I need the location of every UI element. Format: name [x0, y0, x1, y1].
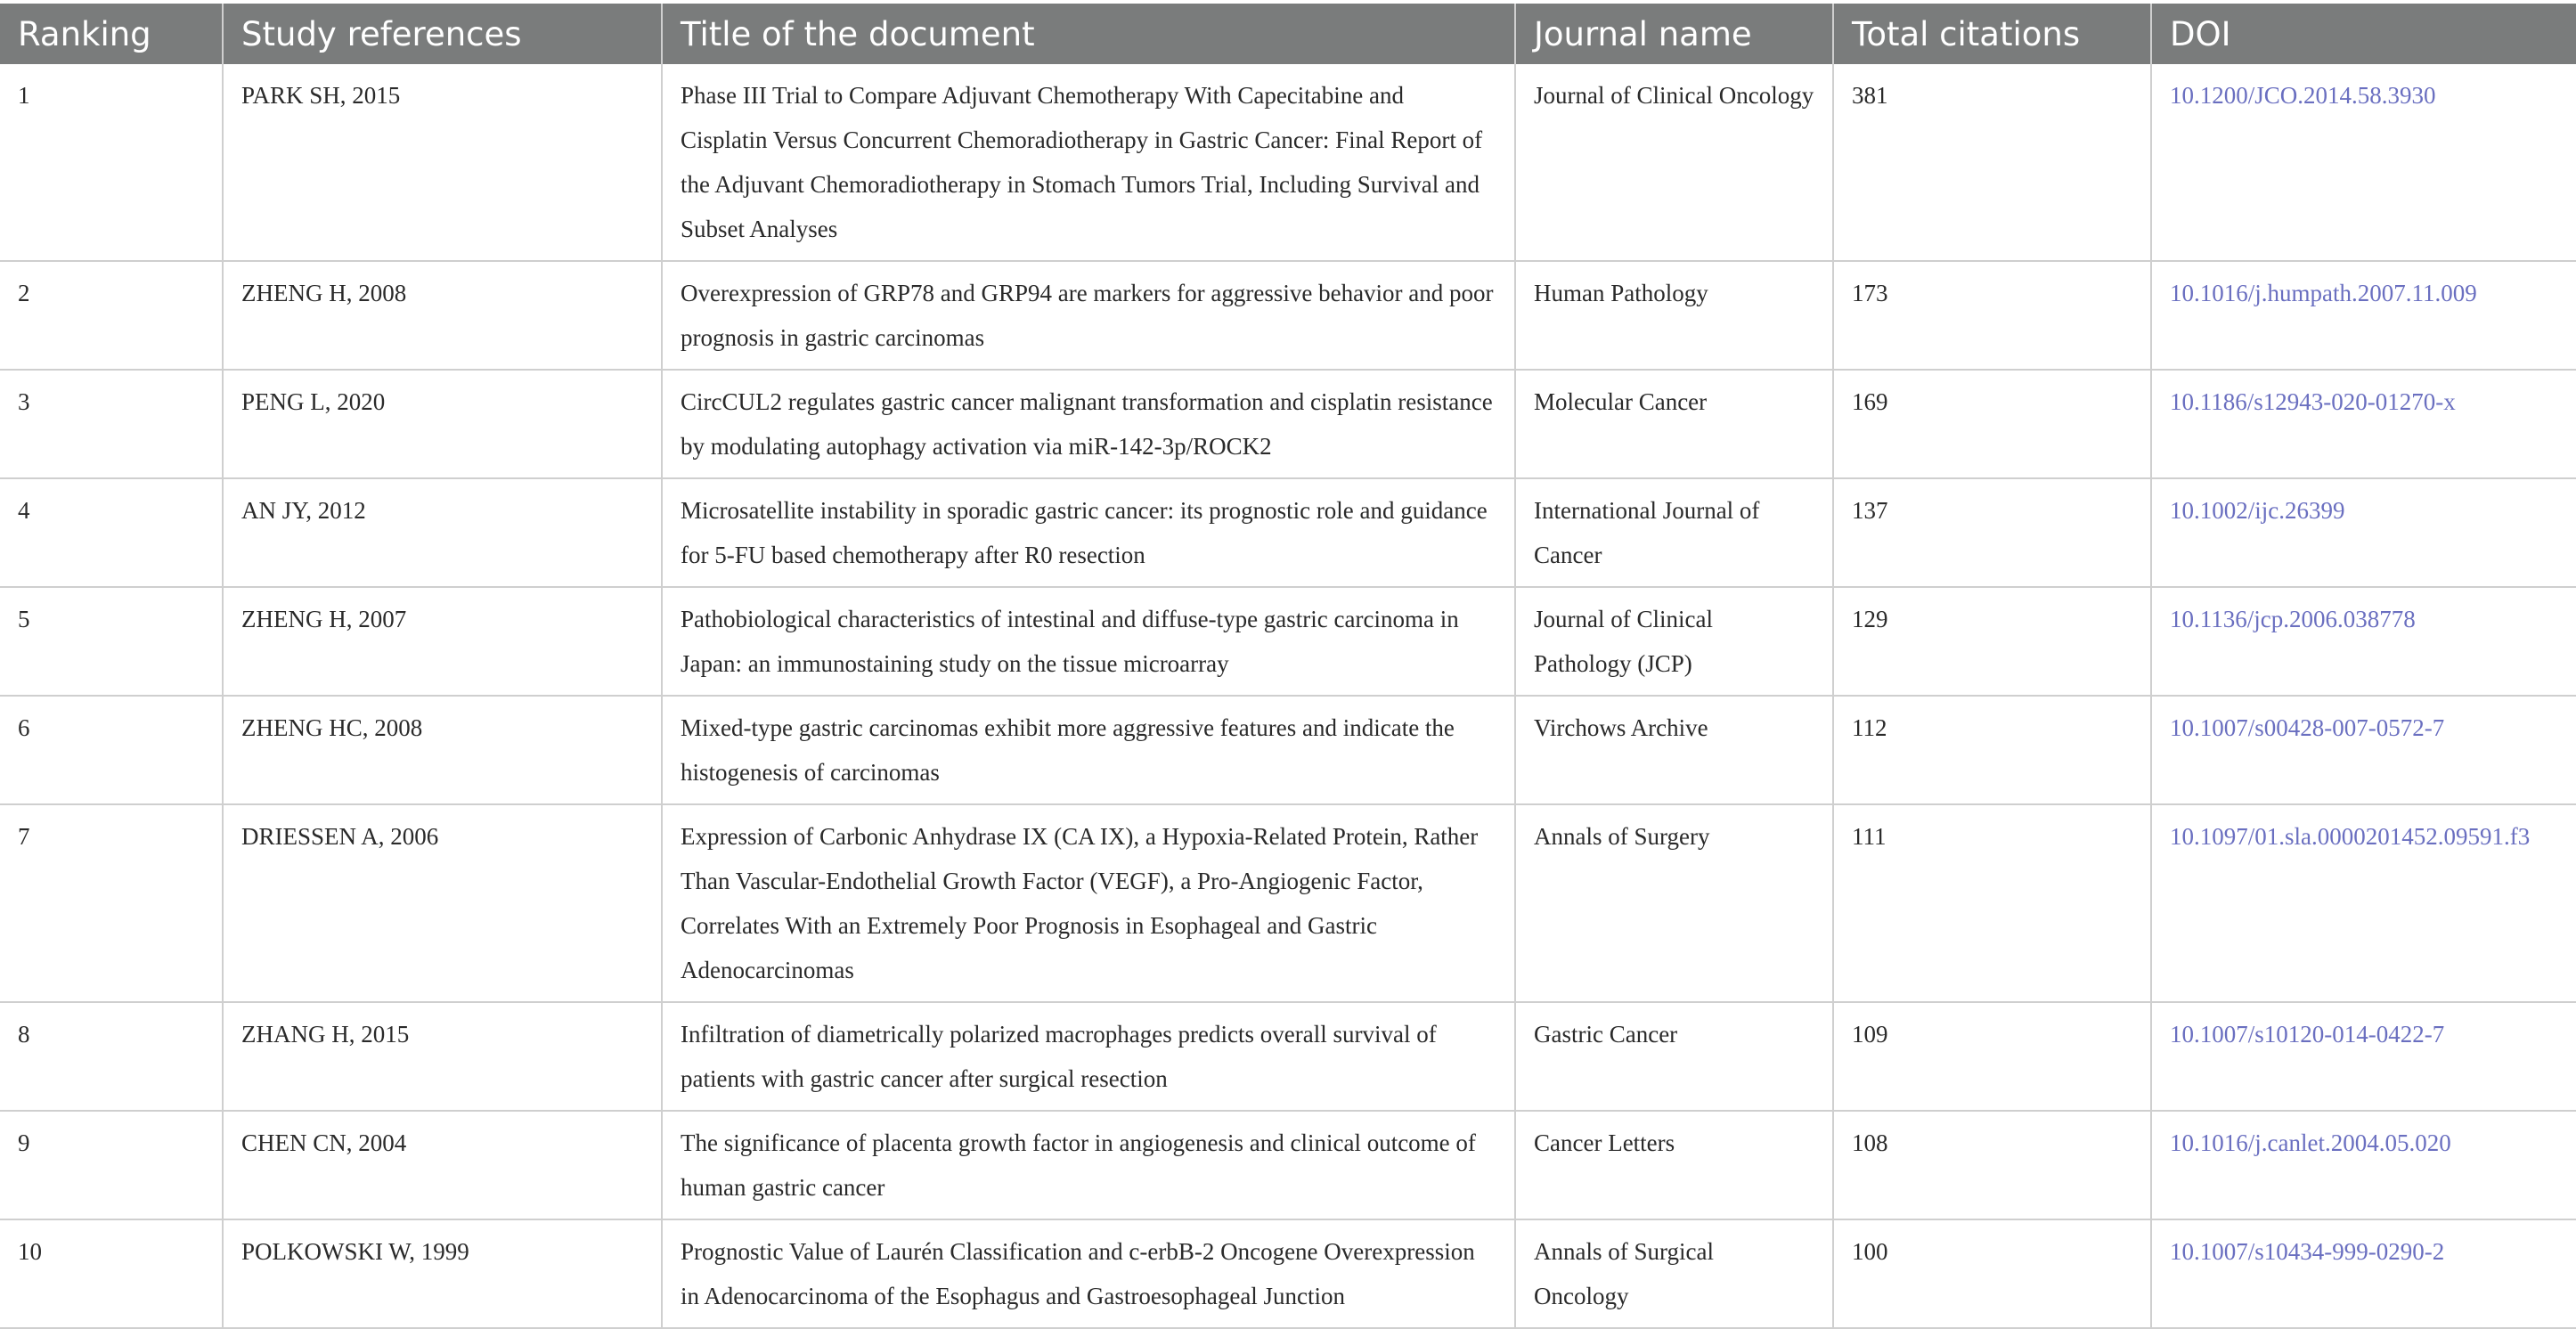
cell-document-title: Microsatellite instability in sporadic gastric cancer: its prognostic role and guidance for 5-FU based chemotherapy after R0 resection [662, 478, 1515, 587]
cell-ranking: 1 [0, 64, 223, 261]
cell-total-citations: 109 [1833, 1002, 2151, 1111]
table-body [0, 64, 2576, 1328]
doi-link[interactable]: 10.1007/s10434-999-0290-2 [2151, 1219, 2576, 1328]
table-row [0, 64, 2576, 261]
table-row [0, 478, 2576, 587]
cell-journal-name: Cancer Letters [1515, 1111, 1833, 1219]
table-header [0, 4, 2576, 64]
cell-ranking: 7 [0, 804, 223, 1002]
cell-journal-name: Journal of Clinical Oncology [1515, 64, 1833, 261]
doi-link[interactable]: 10.1200/JCO.2014.58.3930 [2151, 64, 2576, 261]
header-study-references: Study references [223, 4, 662, 64]
cell-journal-name: Virchows Archive [1515, 696, 1833, 804]
cell-journal-name: Gastric Cancer [1515, 1002, 1833, 1111]
cell-journal-name: Human Pathology [1515, 261, 1833, 370]
table-row [0, 1219, 2576, 1328]
cell-document-title: Mixed-type gastric carcinomas exhibit more aggressive features and indicate the histogenesis of carcinomas [662, 696, 1515, 804]
doi-link[interactable]: 10.1186/s12943-020-01270-x [2151, 370, 2576, 478]
cell-journal-name: Molecular Cancer [1515, 370, 1833, 478]
cell-ranking: 2 [0, 261, 223, 370]
cell-total-citations: 100 [1833, 1219, 2151, 1328]
table-row [0, 1111, 2576, 1219]
table-row [0, 804, 2576, 1002]
table-row [0, 587, 2576, 696]
cell-study-reference: DRIESSEN A, 2006 [223, 804, 662, 1002]
top-cited-papers-table [0, 4, 2576, 1329]
cell-total-citations: 111 [1833, 804, 2151, 1002]
table-row [0, 696, 2576, 804]
cell-ranking: 9 [0, 1111, 223, 1219]
doi-link[interactable]: 10.1016/j.humpath.2007.11.009 [2151, 261, 2576, 370]
doi-link[interactable]: 10.1007/s10120-014-0422-7 [2151, 1002, 2576, 1111]
cell-total-citations: 381 [1833, 64, 2151, 261]
cell-total-citations: 169 [1833, 370, 2151, 478]
cell-document-title: Expression of Carbonic Anhydrase IX (CA IX), a Hypoxia-Related Protein, Rather Than Vascular-Endothelial Growth Factor (VEGF), a Pro-Angiogenic Factor, Correlates With an Extremely Poor Prognosis in Esophageal and Gastric Adenocarcinomas [662, 804, 1515, 1002]
cell-document-title: Phase III Trial to Compare Adjuvant Chemotherapy With Capecitabine and Cisplatin Versus Concurrent Chemoradiotherapy in Gastric Cancer: Final Report of the Adjuvant Chemoradiotherapy in Stomach Tumors Trial, Including Survival and Subset Analyses [662, 64, 1515, 261]
cell-ranking: 4 [0, 478, 223, 587]
cell-journal-name: Journal of Clinical Pathology (JCP) [1515, 587, 1833, 696]
cell-journal-name: Annals of Surgical Oncology [1515, 1219, 1833, 1328]
cell-study-reference: AN JY, 2012 [223, 478, 662, 587]
cell-journal-name: Annals of Surgery [1515, 804, 1833, 1002]
header-row [0, 4, 2576, 64]
citations-table-container [0, 4, 2576, 1329]
cell-journal-name: International Journal of Cancer [1515, 478, 1833, 587]
cell-study-reference: PENG L, 2020 [223, 370, 662, 478]
cell-document-title: CircCUL2 regulates gastric cancer malignant transformation and cisplatin resistance by modulating autophagy activation via miR-142-3p/ROCK2 [662, 370, 1515, 478]
cell-ranking: 10 [0, 1219, 223, 1328]
cell-document-title: Overexpression of GRP78 and GRP94 are markers for aggressive behavior and poor prognosis in gastric carcinomas [662, 261, 1515, 370]
doi-link[interactable]: 10.1136/jcp.2006.038778 [2151, 587, 2576, 696]
cell-ranking: 3 [0, 370, 223, 478]
table-row [0, 1002, 2576, 1111]
doi-link[interactable]: 10.1016/j.canlet.2004.05.020 [2151, 1111, 2576, 1219]
header-title: Title of the document [662, 4, 1515, 64]
cell-document-title: Infiltration of diametrically polarized macrophages predicts overall survival of patients with gastric cancer after surgical resection [662, 1002, 1515, 1111]
cell-study-reference: ZHENG H, 2007 [223, 587, 662, 696]
cell-total-citations: 173 [1833, 261, 2151, 370]
cell-total-citations: 112 [1833, 696, 2151, 804]
cell-document-title: The significance of placenta growth factor in angiogenesis and clinical outcome of human gastric cancer [662, 1111, 1515, 1219]
table-row [0, 370, 2576, 478]
doi-link[interactable]: 10.1007/s00428-007-0572-7 [2151, 696, 2576, 804]
header-ranking: Ranking [0, 4, 223, 64]
cell-ranking: 5 [0, 587, 223, 696]
cell-study-reference: ZHANG H, 2015 [223, 1002, 662, 1111]
header-journal-name: Journal name [1515, 4, 1833, 64]
cell-study-reference: PARK SH, 2015 [223, 64, 662, 261]
cell-document-title: Prognostic Value of Laurén Classification and c-erbB-2 Oncogene Overexpression in Adenocarcinoma of the Esophagus and Gastroesophageal Junction [662, 1219, 1515, 1328]
cell-total-citations: 129 [1833, 587, 2151, 696]
header-doi: DOI [2151, 4, 2576, 64]
doi-link[interactable]: 10.1002/ijc.26399 [2151, 478, 2576, 587]
cell-study-reference: CHEN CN, 2004 [223, 1111, 662, 1219]
header-total-citations: Total citations [1833, 4, 2151, 64]
cell-total-citations: 108 [1833, 1111, 2151, 1219]
cell-study-reference: ZHENG HC, 2008 [223, 696, 662, 804]
cell-ranking: 6 [0, 696, 223, 804]
doi-link[interactable]: 10.1097/01.sla.0000201452.09591.f3 [2151, 804, 2576, 1002]
cell-study-reference: POLKOWSKI W, 1999 [223, 1219, 662, 1328]
cell-total-citations: 137 [1833, 478, 2151, 587]
cell-study-reference: ZHENG H, 2008 [223, 261, 662, 370]
table-row [0, 261, 2576, 370]
cell-ranking: 8 [0, 1002, 223, 1111]
cell-document-title: Pathobiological characteristics of intestinal and diffuse-type gastric carcinoma in Japan: an immunostaining study on the tissue microarray [662, 587, 1515, 696]
